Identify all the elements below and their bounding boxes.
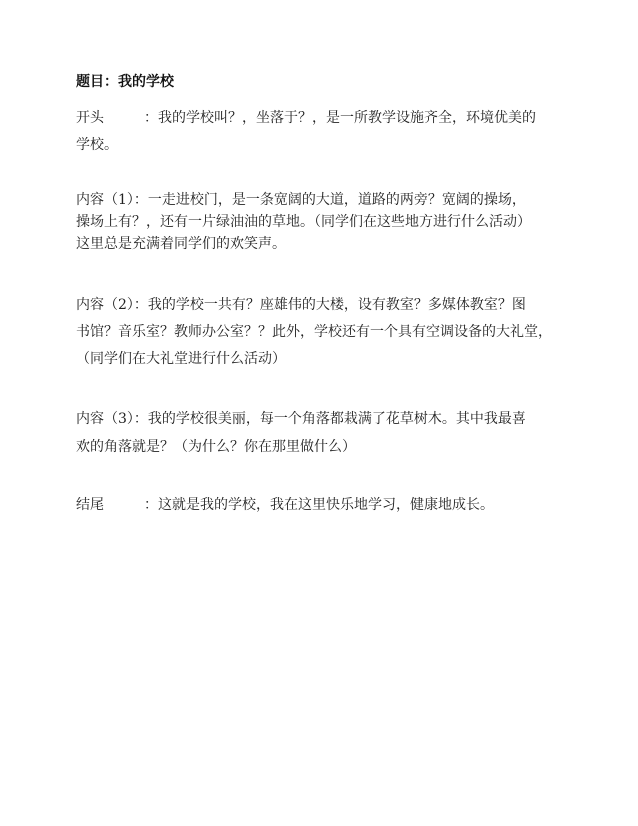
content1-line-1: 内容（1）：一走进校门，是一条宽阔的大道，道路的两旁？宽阔的操场， [76,192,526,208]
content2-line-3: （同学们在大礼堂进行什么活动） [76,351,286,367]
opening-label: 开头 [76,110,104,126]
opening-text-1: ：我的学校叫？，坐落于？，是一所教学设施齐全，环境优美的 [144,110,536,126]
content1-line-3: 这里总是充满着同学们的欢笑声。 [76,236,286,252]
opening-line-2: 学校。 [76,137,118,153]
document-title: 题目：我的学校 [76,74,174,90]
ending-line-1 [76,496,494,514]
content2-line-2: 书馆？音乐室？教师办公室？？此外，学校还有一个具有空调设备的大礼堂， [76,324,552,340]
opening-line-1 [76,109,536,127]
ending-label: 结尾 [76,497,104,513]
ending-text-1: ：这就是我的学校，我在这里快乐地学习，健康地成长。 [144,497,494,513]
content1-line-2: 操场上有？，还有一片绿油油的草地。（同学们在这些地方进行什么活动） [76,214,531,230]
content3-line-1: 内容（3）：我的学校很美丽，每一个角落都栽满了花草树木。其中我最喜 [76,411,526,427]
content3-line-2: 欢的角落就是？（为什么？你在那里做什么） [76,439,356,455]
content2-line-1: 内容（2）：我的学校一共有？座雄伟的大楼，设有教室？多媒体教室？图 [76,297,526,313]
